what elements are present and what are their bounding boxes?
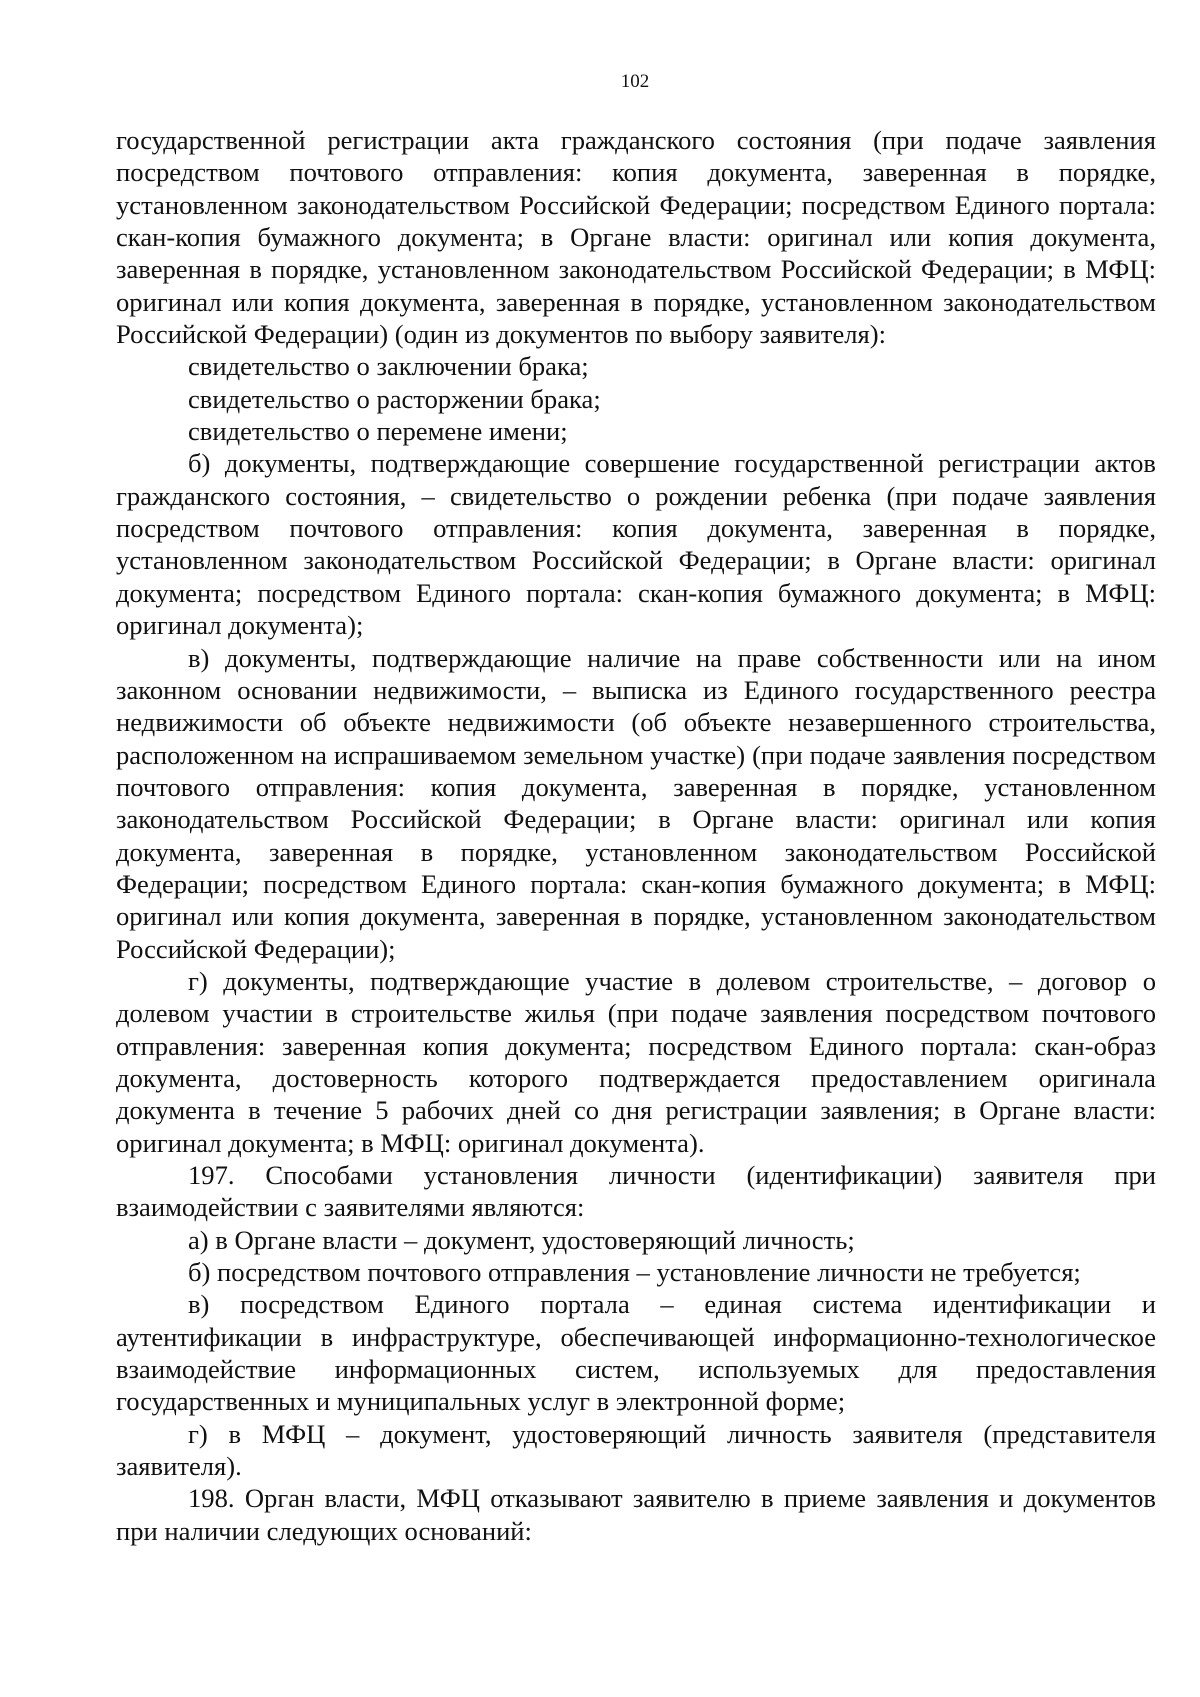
paragraph-197-item-b: б) посредством почтового отправления – установление личности не требуется; bbox=[188, 1257, 1081, 1288]
paragraph-197-item-v: в) посредством Единого портала – единая система идентификации и аутентификации в инфраструктуре, обеспечивающей информационно-технологическое взаимодействие информационных систем, используемых для предоставления государственных и муниципальных услуг в электронной форме; bbox=[116, 1289, 1156, 1417]
paragraph-198: 198. Орган власти, МФЦ отказывают заявителю в приеме заявления и документов при наличии следующих оснований: bbox=[116, 1483, 1156, 1546]
paragraph-item-v: в) документы, подтверждающие наличие на праве собственности или на ином законном основании недвижимости, – выписка из Единого государственного реестра недвижимости об объекте недвижимости (об объекте незавершенного строительства, расположенном на испрашиваемом земельном участке) (при подаче заявления посредством почтового отправления: копия документа, заверенная в порядке, установленном законодательством Российской Федерации; в Органе власти: оригинал или копия документа, заверенная в порядке, установленном законодательством Российской Федерации; посредством Единого портала: скан-копия бумажного документа; в МФЦ: оригинал или копия документа, заверенная в порядке, установленном законодательством Российской Федерации); bbox=[116, 642, 1156, 964]
list-item-marriage-certificate: свидетельство о заключении брака; bbox=[188, 351, 589, 382]
paragraph-item-b: б) документы, подтверждающие совершение государственной регистрации актов гражданского состояния, – свидетельство о рождении ребенка (при подаче заявления посредством почтового отправления: копия документа, заверенная в порядке, установленном законодательством Российской Федерации; в Органе власти: оригинал документа; посредством Единого портала: скан-копия бумажного документа; в МФЦ: оригинал документа); bbox=[116, 448, 1156, 641]
paragraph-197: 197. Способами установления личности (идентификации) заявителя при взаимодействии с заявителями являются: bbox=[116, 1160, 1156, 1223]
document-body bbox=[116, 124, 1156, 1547]
page-number: 102 bbox=[620, 71, 650, 92]
paragraph-197-item-a: а) в Органе власти – документ, удостоверяющий личность; bbox=[188, 1224, 855, 1255]
paragraph-item-g: г) документы, подтверждающие участие в долевом строительстве, – договор о долевом участии в строительстве жилья (при подаче заявления посредством почтового отправления: заверенная копия документа; посредством Единого портала: скан-образ документа, достоверность которого подтверждается предоставлением оригинала документа в течение 5 рабочих дней со дня регистрации заявления; в Органе власти: оригинал документа; в МФЦ: оригинал документа). bbox=[116, 965, 1156, 1158]
list-item-divorce-certificate: свидетельство о расторжении брака; bbox=[188, 383, 601, 414]
paragraph-197-item-g: г) в МФЦ – документ, удостоверяющий личность заявителя (представителя заявителя). bbox=[116, 1418, 1156, 1482]
paragraph-continuation: государственной регистрации акта гражданского состояния (при подаче заявления посредством почтового отправления: копия документа, заверенная в порядке, установленном законодательством Российской Федерации; посредством Единого портала: скан-копия бумажного документа; в Органе власти: оригинал или копия документа, заверенная в порядке, установленном законодательством Российской Федерации; в МФЦ: оригинал или копия документа, заверенная в порядке, установленном законодательством Российской Федерации) (один из документов по выбору заявителя): bbox=[116, 125, 1156, 350]
list-item-name-change-certificate: свидетельство о перемене имени; bbox=[188, 416, 568, 447]
